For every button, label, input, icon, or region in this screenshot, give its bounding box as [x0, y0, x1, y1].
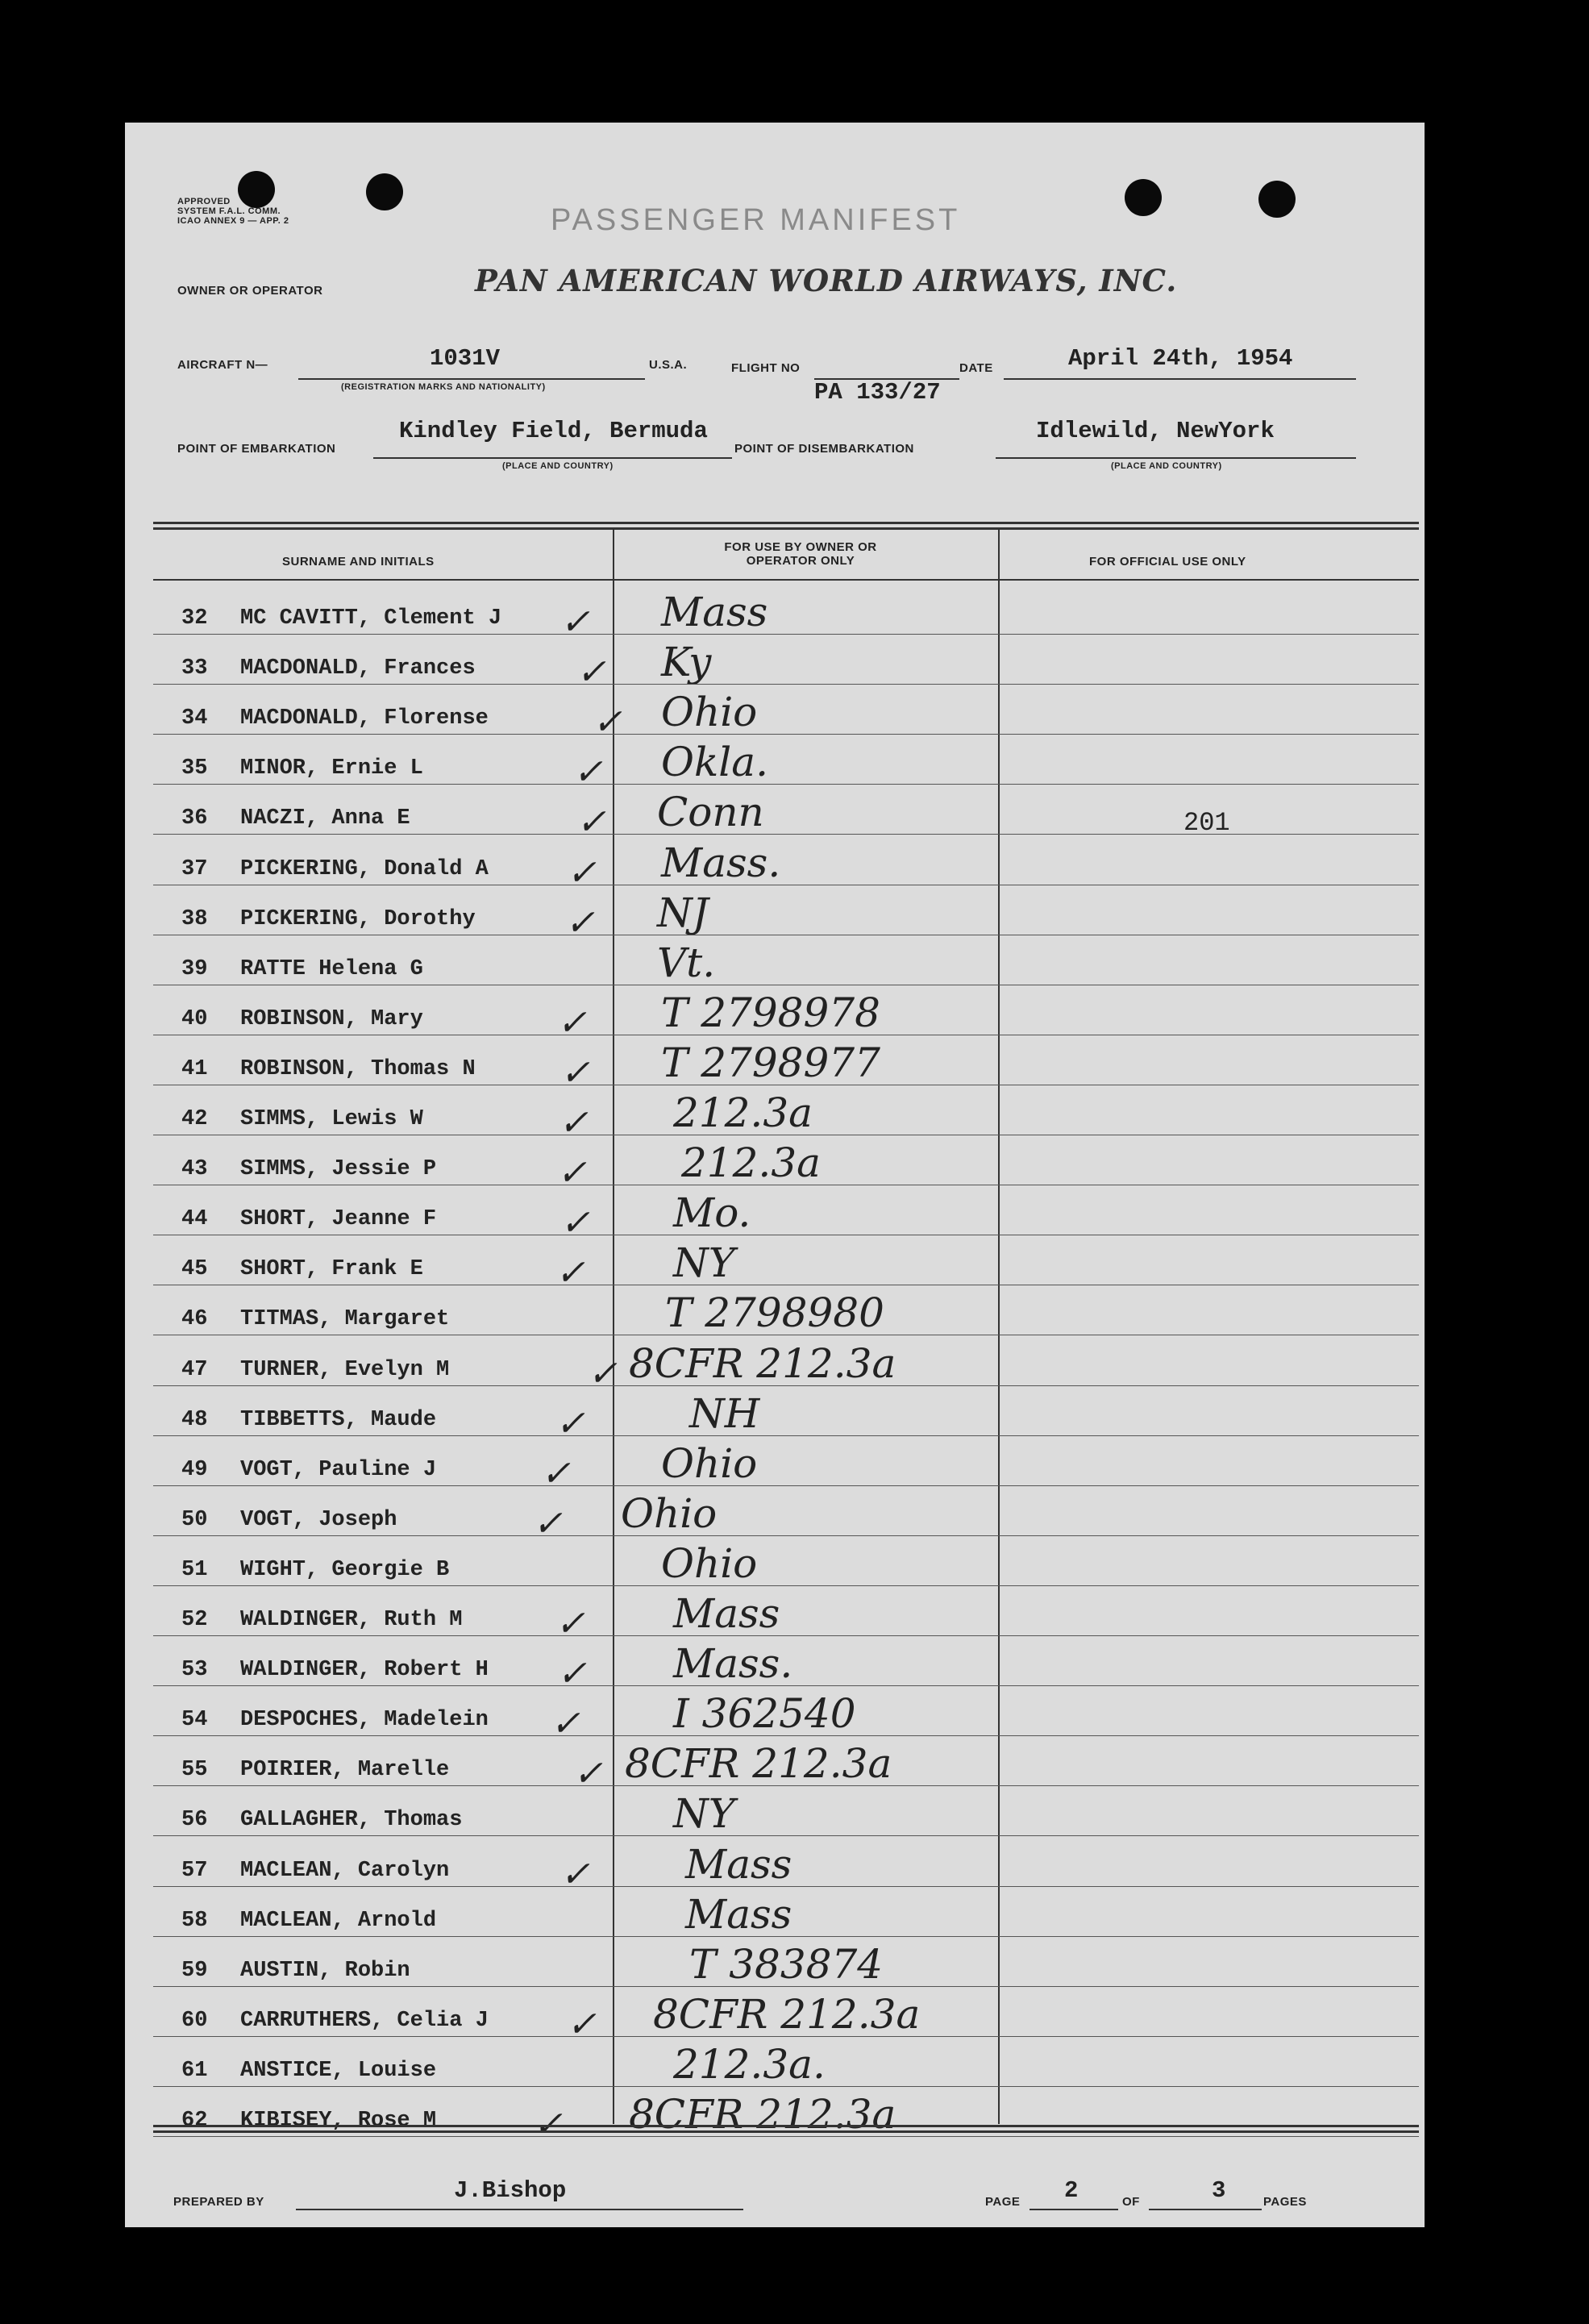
owner-note: NH — [689, 1389, 760, 1437]
check-mark-icon: ✓ — [560, 602, 590, 643]
owner-note: Ohio — [661, 1439, 758, 1487]
passenger-name: MC CAVITT, Clement J — [240, 606, 502, 631]
flight-value: PA 133/27 — [814, 379, 941, 406]
owner-note: Okla. — [661, 739, 768, 786]
passenger-name: SHORT, Frank E — [240, 1257, 423, 1282]
passenger-name: MACDONALD, Frances — [240, 656, 476, 681]
check-mark-icon: ✓ — [557, 1653, 587, 1695]
owner-note: 8CFR 212.3a — [629, 1339, 896, 1387]
check-mark-icon: ✓ — [593, 702, 622, 743]
check-mark-icon: ✓ — [573, 752, 603, 793]
passenger-name: WALDINGER, Robert H — [240, 1658, 489, 1683]
owner-note: Ohio — [661, 1539, 758, 1587]
row-divider — [153, 834, 1419, 835]
passenger-name: ROBINSON, Mary — [240, 1006, 423, 1031]
row-divider — [153, 2036, 1419, 2037]
row-number: 61 — [181, 2058, 208, 2083]
passenger-name: RATTE Helena G — [240, 956, 423, 981]
of-label: OF — [1122, 2195, 1140, 2209]
row-divider — [153, 1886, 1419, 1887]
table-row — [153, 689, 1419, 756]
owner-label: OWNER OR OPERATOR — [177, 284, 323, 298]
passenger-name: KIBISEY, Rose M — [240, 2109, 437, 2133]
usa-label: U.S.A. — [649, 358, 688, 372]
row-divider — [153, 734, 1419, 735]
row-number: 46 — [181, 1307, 208, 1332]
passenger-name: CARRUTHERS, Celia J — [240, 2008, 489, 2033]
row-number: 34 — [181, 706, 208, 731]
row-number: 59 — [181, 1958, 208, 1983]
passenger-name: ANSTICE, Louise — [240, 2058, 437, 2083]
embark-label: POINT OF EMBARKATION — [177, 442, 336, 456]
row-number: 54 — [181, 1708, 208, 1733]
passenger-name: WALDINGER, Ruth M — [240, 1608, 463, 1632]
row-divider — [153, 2136, 1419, 2137]
table-row — [153, 1139, 1419, 1207]
owner-note: NY — [673, 1239, 735, 1287]
passenger-name: AUSTIN, Robin — [240, 1958, 410, 1983]
owner-note: Mass — [685, 1890, 792, 1938]
flight-label: FLIGHT NO — [731, 361, 801, 375]
owner-note: T 2798980 — [665, 1289, 884, 1337]
owner-note: 212.3a — [673, 1089, 813, 1136]
row-divider — [153, 1535, 1419, 1536]
owner-note: Vt. — [657, 939, 716, 986]
owner-note: Ohio — [661, 689, 758, 736]
table-row — [153, 1489, 1419, 1558]
row-number: 57 — [181, 1858, 208, 1883]
table-row — [153, 1389, 1419, 1458]
table-row — [153, 1539, 1419, 1608]
check-mark-icon: ✓ — [573, 1753, 603, 1795]
row-divider — [153, 1635, 1419, 1636]
table-row — [153, 1189, 1419, 1257]
row-divider — [153, 1585, 1419, 1586]
manifest-page — [125, 123, 1425, 2227]
table-row — [153, 1740, 1419, 1808]
check-mark-icon: ✓ — [555, 1402, 585, 1444]
passenger-name: TITMAS, Margaret — [240, 1307, 450, 1332]
owner-note: 8CFR 212.3a — [653, 1990, 921, 2038]
check-mark-icon: ✓ — [560, 1853, 590, 1895]
passenger-name: NACZI, Anna E — [240, 806, 410, 831]
table-row — [153, 639, 1419, 706]
passenger-name: SIMMS, Lewis W — [240, 1107, 423, 1131]
row-number: 44 — [181, 1207, 208, 1232]
check-mark-icon: ✓ — [541, 1452, 571, 1494]
row-number: 33 — [181, 656, 208, 681]
col-owner-header: FOR USE BY OWNER OR OPERATOR ONLY — [724, 540, 877, 568]
row-number: 37 — [181, 856, 208, 881]
row-number: 49 — [181, 1457, 208, 1482]
row-divider — [153, 784, 1419, 785]
row-number: 43 — [181, 1157, 208, 1182]
row-divider — [153, 1835, 1419, 1836]
airline-name: PAN AMERICAN WORLD AIRWAYS, INC. — [475, 263, 1178, 298]
owner-note: Mass — [685, 1840, 792, 1888]
owner-note: Mass — [661, 589, 768, 635]
passenger-name: DESPOCHES, Madelein — [240, 1708, 489, 1733]
owner-note: NJ — [657, 889, 709, 936]
col-official-header: FOR OFFICIAL USE ONLY — [1089, 555, 1246, 569]
table-row — [153, 789, 1419, 856]
row-divider — [153, 2086, 1419, 2087]
passenger-name: ROBINSON, Thomas N — [240, 1056, 476, 1081]
col-surname-header: SURNAME AND INITIALS — [282, 555, 435, 569]
row-divider — [153, 1986, 1419, 1987]
check-mark-icon: ✓ — [557, 1152, 587, 1194]
passenger-name: SHORT, Jeanne F — [240, 1207, 437, 1232]
aircraft-value: 1031V — [430, 345, 501, 372]
check-mark-icon: ✓ — [576, 652, 606, 693]
passenger-name: TIBBETTS, Maude — [240, 1407, 437, 1432]
check-mark-icon: ✓ — [576, 802, 606, 843]
owner-note: 8CFR 212.3a — [629, 2091, 896, 2138]
punch-hole — [366, 173, 403, 210]
prepared-value: J.Bishop — [454, 2177, 567, 2204]
check-mark-icon: ✓ — [557, 1002, 587, 1043]
pages-label: PAGES — [1263, 2195, 1307, 2209]
approval-stamp: APPROVED SYSTEM F.A.L. COMM. ICAO ANNEX 9 — APP. 2 — [177, 197, 289, 226]
row-number: 51 — [181, 1557, 208, 1582]
passenger-name: SIMMS, Jessie P — [240, 1157, 437, 1182]
owner-note: 8CFR 212.3a — [625, 1740, 892, 1788]
table-row — [153, 889, 1419, 957]
passenger-name: WIGHT, Georgie B — [240, 1557, 450, 1582]
passenger-name: PICKERING, Donald A — [240, 856, 489, 881]
passenger-name: GALLAGHER, Thomas — [240, 1808, 463, 1833]
check-mark-icon: ✓ — [533, 2104, 563, 2145]
row-number: 41 — [181, 1056, 208, 1081]
aircraft-label: AIRCRAFT N— — [177, 358, 268, 372]
passenger-name: POIRIER, Marelle — [240, 1758, 450, 1783]
check-mark-icon: ✓ — [567, 2003, 597, 2045]
table-row — [153, 1339, 1419, 1408]
page-title: PASSENGER MANIFEST — [551, 203, 961, 237]
row-number: 42 — [181, 1107, 208, 1131]
row-divider — [153, 1735, 1419, 1736]
owner-note: Mo. — [673, 1189, 751, 1237]
owner-note: Mass — [673, 1590, 780, 1637]
check-mark-icon: ✓ — [555, 1252, 585, 1294]
table-row — [153, 2091, 1419, 2159]
page-label: PAGE — [985, 2195, 1021, 2209]
row-number: 62 — [181, 2109, 208, 2133]
prepared-label: PREPARED BY — [173, 2195, 264, 2209]
row-number: 48 — [181, 1407, 208, 1432]
row-divider — [153, 1685, 1419, 1686]
row-divider — [153, 1785, 1419, 1786]
row-number: 40 — [181, 1006, 208, 1031]
row-divider — [153, 684, 1419, 685]
check-mark-icon: ✓ — [588, 1352, 618, 1394]
row-number: 35 — [181, 756, 208, 781]
check-mark-icon: ✓ — [551, 1703, 580, 1745]
check-mark-icon: ✓ — [560, 1202, 590, 1244]
passenger-name: MACLEAN, Arnold — [240, 1908, 437, 1933]
check-mark-icon: ✓ — [559, 1102, 589, 1143]
row-number: 53 — [181, 1658, 208, 1683]
passenger-name: TURNER, Evelyn M — [240, 1357, 450, 1382]
aircraft-sub: (REGISTRATION MARKS AND NATIONALITY) — [341, 382, 546, 392]
row-number: 50 — [181, 1507, 208, 1532]
check-mark-icon: ✓ — [555, 1603, 585, 1644]
row-divider — [153, 634, 1419, 635]
owner-note: T 2798977 — [661, 1039, 880, 1086]
owner-note: NY — [673, 1790, 735, 1838]
disembark-sub: (PLACE AND COUNTRY) — [1111, 461, 1222, 471]
passenger-name: MINOR, Ernie L — [240, 756, 423, 781]
row-divider — [153, 1485, 1419, 1486]
row-number: 52 — [181, 1608, 208, 1632]
owner-note: 212.3a. — [673, 2040, 826, 2088]
owner-note: Conn — [657, 789, 764, 836]
table-row — [153, 1439, 1419, 1508]
row-number: 58 — [181, 1908, 208, 1933]
check-mark-icon: ✓ — [567, 852, 597, 893]
row-divider — [153, 1385, 1419, 1386]
check-mark-icon: ✓ — [533, 1502, 563, 1544]
table-row — [153, 739, 1419, 806]
embark-value: Kindley Field, Bermuda — [399, 418, 708, 444]
check-mark-icon: ✓ — [565, 902, 595, 943]
row-number: 39 — [181, 956, 208, 981]
table-row — [153, 839, 1419, 907]
page-value: 2 — [1064, 2177, 1079, 2204]
row-number: 55 — [181, 1758, 208, 1783]
punch-hole — [1258, 181, 1296, 218]
embark-sub: (PLACE AND COUNTRY) — [502, 461, 614, 471]
owner-note: Ky — [661, 639, 712, 686]
passenger-name: MACLEAN, Carolyn — [240, 1858, 450, 1883]
row-number: 32 — [181, 606, 208, 631]
date-label: DATE — [959, 361, 993, 375]
passenger-name: PICKERING, Dorothy — [240, 906, 476, 931]
row-number: 56 — [181, 1808, 208, 1833]
owner-note: T 2798978 — [661, 989, 880, 1036]
owner-note: 212.3a — [681, 1139, 821, 1187]
row-number: 47 — [181, 1357, 208, 1382]
official-note: 201 — [1183, 808, 1230, 838]
owner-note: Ohio — [621, 1489, 718, 1537]
row-number: 45 — [181, 1257, 208, 1282]
pages-value: 3 — [1212, 2177, 1226, 2204]
row-number: 60 — [181, 2008, 208, 2033]
row-number: 38 — [181, 906, 208, 931]
row-divider — [153, 1936, 1419, 1937]
check-mark-icon: ✓ — [560, 1052, 590, 1093]
owner-note: T 383874 — [689, 1940, 884, 1988]
disembark-value: Idlewild, NewYork — [1036, 418, 1275, 444]
owner-note: Mass. — [661, 839, 781, 886]
table-row — [153, 589, 1419, 656]
passenger-name: VOGT, Pauline J — [240, 1457, 437, 1482]
passenger-name: MACDONALD, Florense — [240, 706, 489, 731]
disembark-label: POINT OF DISEMBARKATION — [734, 442, 914, 456]
row-divider — [153, 1435, 1419, 1436]
owner-note: I 362540 — [673, 1690, 856, 1738]
row-number: 36 — [181, 806, 208, 831]
punch-hole — [1125, 179, 1162, 216]
passenger-name: VOGT, Joseph — [240, 1507, 397, 1532]
owner-note: Mass. — [673, 1640, 793, 1688]
date-value: April 24th, 1954 — [1068, 345, 1293, 372]
